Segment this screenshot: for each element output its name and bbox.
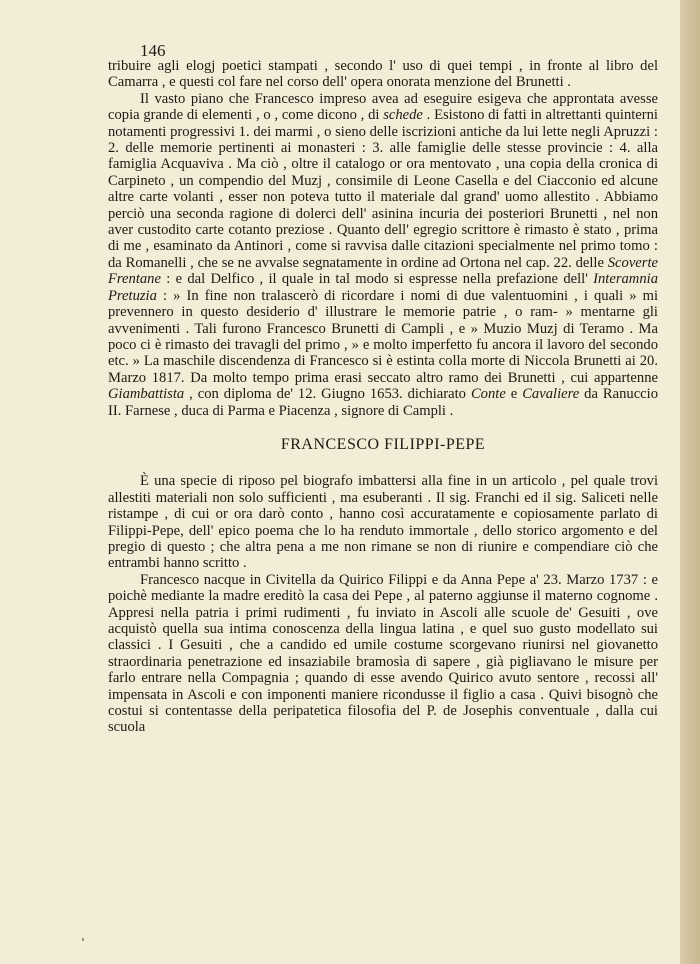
text-run: , con diploma de' 12. Giugno 1653. dichiarato — [184, 386, 471, 403]
paragraph-biography: Francesco nacque in Civitella da Quirico Filippi e da Anna Pepe a' 23. Marzo 1737 : e poichè mediante la madre ereditò la casa dei Pepe , al paterno aggiunse il materno cognome . Appresi nella patria i primi rudimenti , fu inviato in Ascoli alle scuole de' Gesuiti , ove acquistò quella sua intima conoscenza della lingua latina , e quel suo gusto modellato sui classici . I Gesuiti , che a candido ed umile costume scorgevano riunirsi nel giovanetto straordinaria penetrazione ed insaziabile bramosìa di sapere , già pigliavano le misure per farlo entrare nella Compagnia ; quando di esse avendo Quirico avuto sentore , recossi all' impensata in Ascoli e con imponenti maniere ricondusse il figlio a casa . Quivi bisognò che costui si contentasse della peripatetica filosofia del P. de Josephis conventuale , dalla cui scuola — [108, 571, 658, 736]
page-speck — [82, 938, 84, 941]
text-run: . Esistono di fatti in altrettanti quinterni notamenti progressivi 1. dei marmi , o sieno delle iscrizioni antiche da lui lette negli Apruzzi : 2. delle memorie pertinenti ai monasteri : 3. alle famiglie delle stesse provincie : 4. alla famiglia Acquaviva . Ma ciò , oltre il catalogo or ora mentovato , una copia della cronica di Carpineto , un compendio del Muzj , consimile di Leone Casella e del Ciacconio ed alcune altre carte volanti , esser non poteva tutto il materiale dal grand' uomo allestito . Abbiamo perciò una seconda ragione di dolerci dell' asinina incuria dei posteriori Brunetti , nel non aver custodito carte cotanto preziose . Quanto dell' egregio scrittore è rimasto è stato , prima di me , esaminato da Antinori , come si ravvisa dalle citazioni specialmente nel primo tomo : da Romanelli , che se ne avvalse segnatamente in ordine ad Ortona nel cap. 22. delle — [108, 107, 658, 271]
italic-title: Conte — [470, 386, 506, 403]
page-number: 146 — [140, 41, 166, 60]
italic-title: Cavaliere — [522, 386, 580, 403]
italic-title: Interamnia Pretuzia — [108, 271, 658, 304]
italic-title: Scoverte Frentane — [108, 254, 658, 288]
paragraph-continuation: tribuire agli elogj poetici stampati , secondo l' uso di quei tempi , in fronte al libro del Camarra , e questi col fare nel corso dell' opera onorata menzione del Brunetti . — [108, 58, 658, 91]
text-run: Il vasto piano che Francesco impreso avea ad eseguire esigeva che approntata avesse copia grande di elementi , o , come dicono , di — [108, 90, 658, 124]
italic-name: Giambattista — [108, 386, 185, 403]
paragraph-intro: È una specie di riposo pel biografo imbattersi alla fine in un articolo , pel quale trovi allestiti materiali non solo sufficienti , ma esuberanti . Il sig. Franchi ed il sig. Saliceti nelle ristampe , di cui or ora darò conto , hanno così accuratamente e copiosamente parlato di Filippi-Pepe, dell' epico poema che lo ha renduto immortale , dello storico argomento e del pregio di questo ; che altra pena a me non rimane se non di riunire e compendiare ciò che entrambi hanno scritto . — [108, 473, 658, 572]
page-edge — [680, 0, 700, 964]
italic-term: schede — [383, 107, 423, 124]
text-run: : » In fine non tralascerò di ricordare i nomi di due valentuomini , i quali » mi prevennero in questo desiderio d' illustrare le memorie patrie , o ram- » mentarne gli avvenimenti . Tali furono Francesco Brunetti di Campli , e » Muzio Muzj di Teramo . Ma poco ci è rimasto dei travagli del primo , » e molto imperfetto fu ancora il lavoro del secondo etc. » La maschile discendenza di Francesco si è estinta colla morte di Niccola Brunetti ai 20. Marzo 1817. Da molto tempo prima erasi seccato altro ramo dei Brunetti , cui appartenne — [108, 287, 658, 386]
text-run: : e dal Delfico , il quale in tal modo si espresse nella prefazione dell' — [160, 271, 594, 288]
page-text — [108, 42, 658, 736]
paragraph-brunetti-materials — [108, 91, 658, 419]
text-run: e — [505, 386, 523, 403]
text-run: da Ranuccio II. Farnese , duca di Parma e Piacenza , signore di Campli . — [108, 386, 659, 419]
section-heading: FRANCESCO FILIPPI-PEPE — [280, 435, 486, 453]
